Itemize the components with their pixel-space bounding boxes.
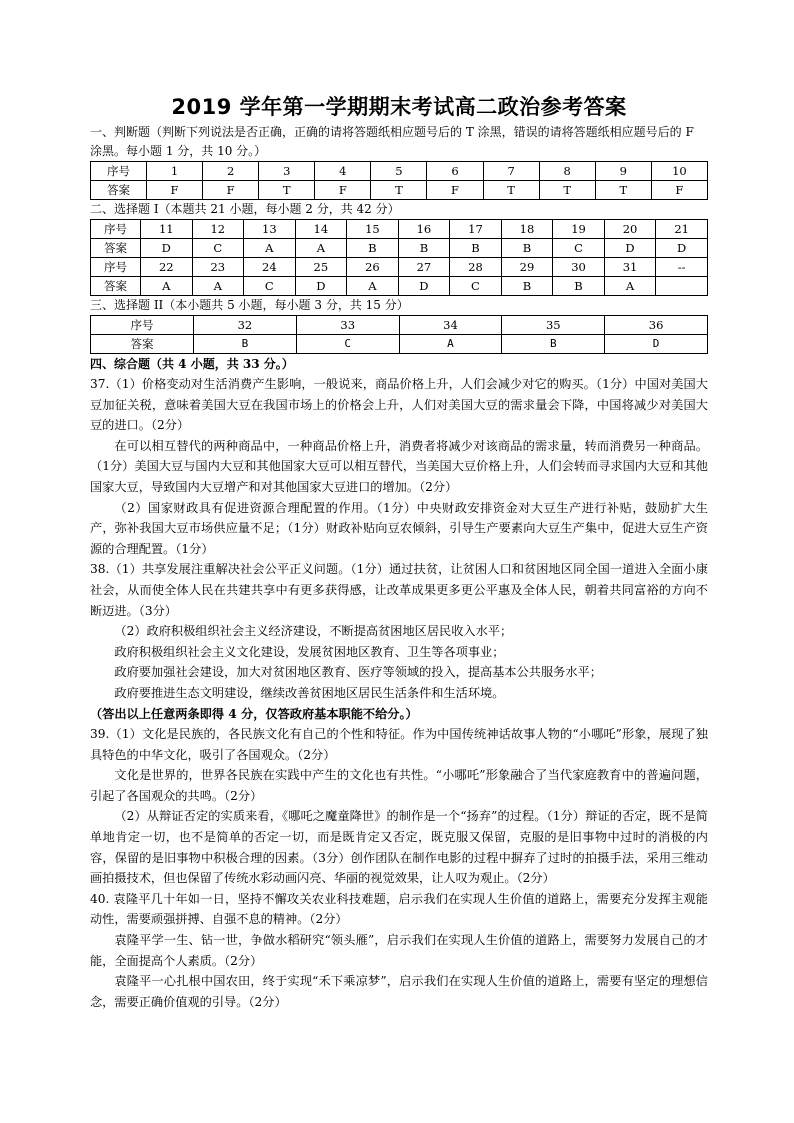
question-number: 11 — [141, 220, 193, 239]
table-row — [91, 316, 708, 335]
question-number: 26 — [347, 258, 399, 277]
row-label: 答案 — [91, 335, 194, 354]
answer-cell: T — [371, 181, 427, 200]
question-number: 7 — [483, 162, 539, 181]
answer-40-2: 袁隆平学一生、钻一世，争做水稻研究“领头雁”，启示我们在实现人生价值的道路上，需要努力发展自己的才能，全面提高个人素质。（2分） — [90, 933, 708, 968]
part3-heading: 三、选择题 II（本小题共 5 小题，每小题 3 分，共 15 分） — [90, 298, 409, 312]
question-number: 30 — [553, 258, 605, 277]
question-number: 36 — [605, 316, 708, 335]
question-number: 23 — [192, 258, 244, 277]
question-number: 14 — [295, 220, 347, 239]
answer-cell: B — [398, 239, 450, 258]
table-row — [91, 258, 708, 277]
answer-cell: F — [147, 181, 203, 200]
answer-cell: B — [501, 277, 553, 296]
answer-39-2: （2）从辩证否定的实质来看，《哪吒之魔童降世》的制作是一个“扬弃”的过程。（1分）辩证的否定，既不是简单地肯定一切，也不是简单的否定一切，而是既肯定又否定，既克服又保留，克服的是旧事物中过时的消极的内容，保留的是旧事物中积极合理的因素。（3分）创作团队在制作电影的过程中摒弃了过时的拍摄手法，采用三维动画拍摄技术，但也保留了传统水彩动画闪亮、华丽的视觉效果，让人叹为观止。（2分） — [90, 809, 708, 886]
answer-cell: A — [295, 239, 347, 258]
question-number: 12 — [192, 220, 244, 239]
question-number: 4 — [315, 162, 371, 181]
answer-cell: D — [656, 239, 708, 258]
row-label: 序号 — [91, 258, 141, 277]
question-number: 8 — [539, 162, 595, 181]
table-row — [91, 239, 708, 258]
answer-cell: D — [605, 335, 708, 354]
answer-cell: D — [604, 239, 656, 258]
answer-cell: D — [295, 277, 347, 296]
answer-40-1: 40. 袁隆平几十年如一日，坚持不懈攻关农业科技难题，启示我们在实现人生价值的道路上，需要充分发挥主观能动性，需要顽强拼搏、自强不息的精神。（2分） — [90, 891, 708, 927]
answer-cell — [656, 277, 708, 296]
table-row — [91, 220, 708, 239]
answer-38-1: 38.（1）共享发展注重解决社会公平正义问题。（1分）通过扶贫，让贫困人口和贫困地区同全国一道进入全面小康社会，从而使全体人民在共建共享中有更多获得感，让改革成果更多更公平惠及全体人民，朝着共同富裕的方向不断迈进。（3分） — [90, 562, 708, 618]
question-number: 18 — [501, 220, 553, 239]
question-number: 6 — [427, 162, 483, 181]
answer-cell: B — [450, 239, 502, 258]
question-number: 25 — [295, 258, 347, 277]
question-number: 15 — [347, 220, 399, 239]
question-number: 13 — [244, 220, 296, 239]
table-row — [91, 162, 708, 181]
question-number: 29 — [501, 258, 553, 277]
question-number: 9 — [595, 162, 651, 181]
question-number: 24 — [244, 258, 296, 277]
answer-37-1: 37.（1）价格变动对生活消费产生影响，一般说来，商品价格上升，人们会减少对它的购买。（1分）中国对美国大豆加征关税，意味着美国大豆在我国市场上的价格会上升，人们对美国大豆的需求量会下降，中国将减少对美国大豆的进口。（2分） — [90, 377, 708, 433]
question-number: 32 — [194, 316, 297, 335]
question-number: 35 — [502, 316, 605, 335]
question-number: 21 — [656, 220, 708, 239]
part1-heading: 一、判断题（判断下列说法是否正确，正确的请将答题纸相应题号后的 T 涂黑，错误的请将答题纸相应题号后的 F 涂黑。每小题 1 分，共 10 分。） — [90, 125, 694, 158]
answer-cell: C — [296, 335, 399, 354]
question-number: 20 — [604, 220, 656, 239]
question-number: 5 — [371, 162, 427, 181]
answer-cell: A — [192, 277, 244, 296]
answer-cell: C — [244, 277, 296, 296]
row-label: 答案 — [91, 277, 141, 296]
answer-cell: A — [347, 277, 399, 296]
part4-heading: 四、综合题（共 4 小题，共 33 分。） — [90, 357, 294, 371]
answer-cell: C — [192, 239, 244, 258]
answer-cell: T — [539, 181, 595, 200]
part2-table — [90, 219, 708, 296]
table-row — [91, 335, 708, 354]
question-number: 17 — [450, 220, 502, 239]
part2-heading: 二、选择题 I（本题共 21 小题，每小题 2 分，共 42 分） — [90, 202, 400, 216]
page-title: 2019 学年第一学期期末考试高二政治参考答案 — [171, 95, 627, 119]
question-number: 19 — [553, 220, 605, 239]
question-number: -- — [656, 258, 708, 277]
answer-37-1-cont: 在可以相互替代的两种商品中，一种商品价格上升，消费者将减少对该商品的需求量，转而消费另一种商品。（1分）美国大豆与国内大豆和其他国家大豆可以相互替代，当美国大豆价格上升，人们会转而寻求国内大豆和其他国家大豆，导致国内大豆增产和对其他国家大豆进口的增加。（2分） — [90, 438, 708, 494]
answer-cell: D — [398, 277, 450, 296]
question-number: 3 — [259, 162, 315, 181]
answer-cell: B — [502, 335, 605, 354]
answer-40-3: 袁隆平一心扎根中国农田，终于实现“禾下乘凉梦”，启示我们在实现人生价值的道路上，需要有坚定的理想信念，需要正确价值观的引导。（2分） — [90, 974, 708, 1009]
question-number: 10 — [651, 162, 707, 181]
question-number: 34 — [399, 316, 502, 335]
answer-cell: T — [259, 181, 315, 200]
row-label: 序号 — [91, 316, 194, 335]
answer-38-note: （答出以上任意两条即得 4 分，仅答政府基本职能不给分。） — [90, 706, 418, 721]
question-number: 27 — [398, 258, 450, 277]
answer-38-2-item: 政府积极组织社会主义文化建设，发展贫困地区教育、卫生等各项事业； — [114, 644, 505, 659]
answer-cell: F — [203, 181, 259, 200]
answer-cell: C — [553, 239, 605, 258]
part3-table — [90, 315, 708, 354]
answer-cell: B — [194, 335, 297, 354]
answer-cell: D — [141, 239, 193, 258]
answer-cell: A — [399, 335, 502, 354]
question-number: 33 — [296, 316, 399, 335]
answer-cell: B — [347, 239, 399, 258]
answer-cell: A — [141, 277, 193, 296]
answer-39-1-cont: 文化是世界的，世界各民族在实践中产生的文化也有共性。“小哪吒”形象融合了当代家庭教育中的普遍问题，引起了各国观众的共鸣。（2分） — [90, 768, 708, 803]
part1-table — [90, 161, 708, 200]
row-label: 序号 — [91, 220, 141, 239]
answer-cell: F — [427, 181, 483, 200]
question-number: 28 — [450, 258, 502, 277]
table-row — [91, 277, 708, 296]
row-label: 答案 — [91, 239, 141, 258]
table-row — [91, 181, 708, 200]
row-label: 序号 — [91, 162, 147, 181]
question-number: 16 — [398, 220, 450, 239]
question-number: 2 — [203, 162, 259, 181]
question-number: 31 — [604, 258, 656, 277]
answer-38-2-item: 政府要加强社会建设，加大对贫困地区教育、医疗等领域的投入，提高基本公共服务水平； — [114, 665, 602, 680]
answer-38-2-item: 政府要推进生态文明建设，继续改善贫困地区居民生活条件和生活环境。 — [114, 685, 505, 700]
answer-document — [90, 93, 708, 1012]
question-number: 1 — [147, 162, 203, 181]
answer-38-2: （2）政府积极组织社会主义经济建设，不断提高贫困地区居民收入水平； — [114, 624, 513, 639]
answer-cell: B — [553, 277, 605, 296]
answer-cell: T — [483, 181, 539, 200]
answer-cell: F — [651, 181, 707, 200]
answer-cell: F — [315, 181, 371, 200]
question-number: 22 — [141, 258, 193, 277]
row-label: 答案 — [91, 181, 147, 200]
answer-cell: T — [595, 181, 651, 200]
answer-cell: A — [244, 239, 296, 258]
answer-cell: C — [450, 277, 502, 296]
answer-cell: B — [501, 239, 553, 258]
answer-37-2: （2）国家财政具有促进资源合理配置的作用。（1分）中央财政安排资金对大豆生产进行补贴，鼓励扩大生产，弥补我国大豆市场供应量不足；（1分）财政补贴向豆农倾斜，引导生产要素向大豆生产集中，促进大豆生产资源的合理配置。（1分） — [90, 500, 708, 556]
answer-cell: A — [604, 277, 656, 296]
answer-39-1: 39.（1）文化是民族的，各民族文化有自己的个性和特征。作为中国传统神话故事人物的“小哪吒”形象，展现了独具特色的中华文化，吸引了各国观众。（2分） — [90, 727, 708, 762]
